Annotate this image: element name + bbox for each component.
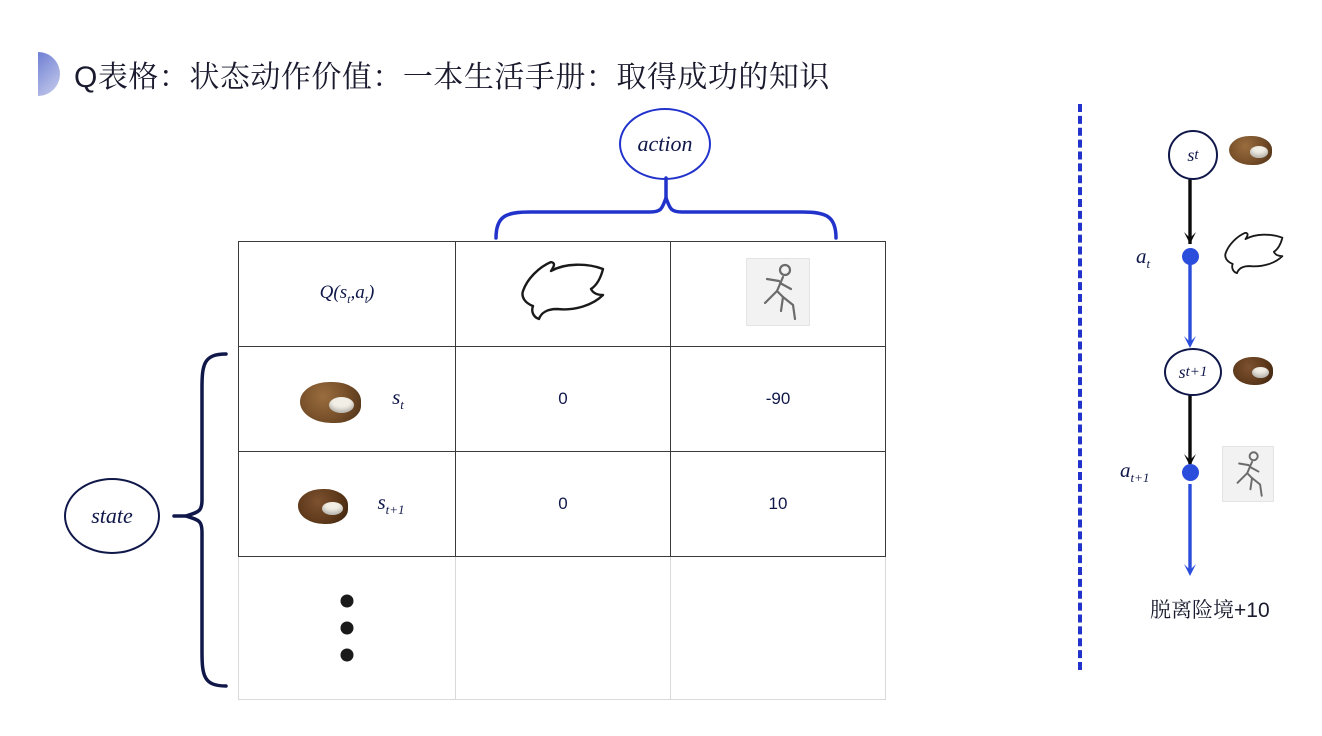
- brown-bear-photo: [289, 478, 359, 530]
- continuation-cell: [239, 557, 456, 700]
- q-value-cell: -90: [671, 347, 886, 452]
- vertical-ellipsis-icon: [341, 595, 354, 662]
- action-brace: [490, 172, 842, 242]
- state-label-1: $s_t$: [392, 384, 404, 413]
- white-arrow-icon: [517, 261, 609, 323]
- q-function-label: $Q(s_t,a_t)$: [319, 281, 375, 306]
- page-title: Q表格：状态动作价值：一本生活手册：取得成功的知识: [74, 61, 830, 94]
- chain-label-action-t: $a_t$: [1136, 244, 1151, 272]
- table-row: [239, 347, 886, 452]
- table-row: [239, 452, 886, 557]
- vertical-dashed-divider: [1078, 104, 1082, 670]
- state-brace: [172, 348, 232, 692]
- white-arrow-icon: [1218, 232, 1290, 281]
- chain-label-action-t1: $a_{t+1}$: [1120, 458, 1150, 486]
- brown-bear-photo: [1226, 348, 1282, 390]
- continuation-cell: [671, 557, 886, 700]
- half-circle-bullet-icon: [38, 52, 60, 96]
- roaring-bear-photo: [1222, 126, 1282, 170]
- table-continuation-row: [239, 557, 886, 700]
- action-column-2-header: [671, 242, 886, 347]
- action-annotation-bubble: [619, 108, 711, 180]
- q-value-cell: 0: [456, 347, 671, 452]
- table-header-row: [239, 242, 886, 347]
- continuation-cell: [456, 557, 671, 700]
- state-annotation-bubble: [64, 478, 160, 554]
- chain-node-action-t1: [1182, 464, 1199, 481]
- q-value-cell: 0: [456, 452, 671, 557]
- roaring-bear-photo: [290, 368, 374, 430]
- state-cell-2: [239, 452, 456, 557]
- chain-caption: 脱离险境+10: [1150, 599, 1270, 622]
- q-function-header-cell: [239, 242, 456, 347]
- state-annotation-label: state: [91, 503, 133, 528]
- chain-node-action-t: [1182, 248, 1199, 265]
- q-table: [238, 241, 886, 700]
- action-annotation-label: action: [637, 131, 693, 156]
- running-person-icon: [1222, 446, 1274, 502]
- state-cell-1: [239, 347, 456, 452]
- action-column-1-header: [456, 242, 671, 347]
- chain-node-state-t1: s t+1: [1164, 348, 1222, 396]
- state-label-2: $s_{t+1}$: [377, 489, 405, 518]
- trajectory-chain-diagram: [1100, 104, 1310, 674]
- q-value-cell: 10: [671, 452, 886, 557]
- running-person-icon: [746, 258, 810, 326]
- chain-node-state-t: s t: [1168, 130, 1218, 180]
